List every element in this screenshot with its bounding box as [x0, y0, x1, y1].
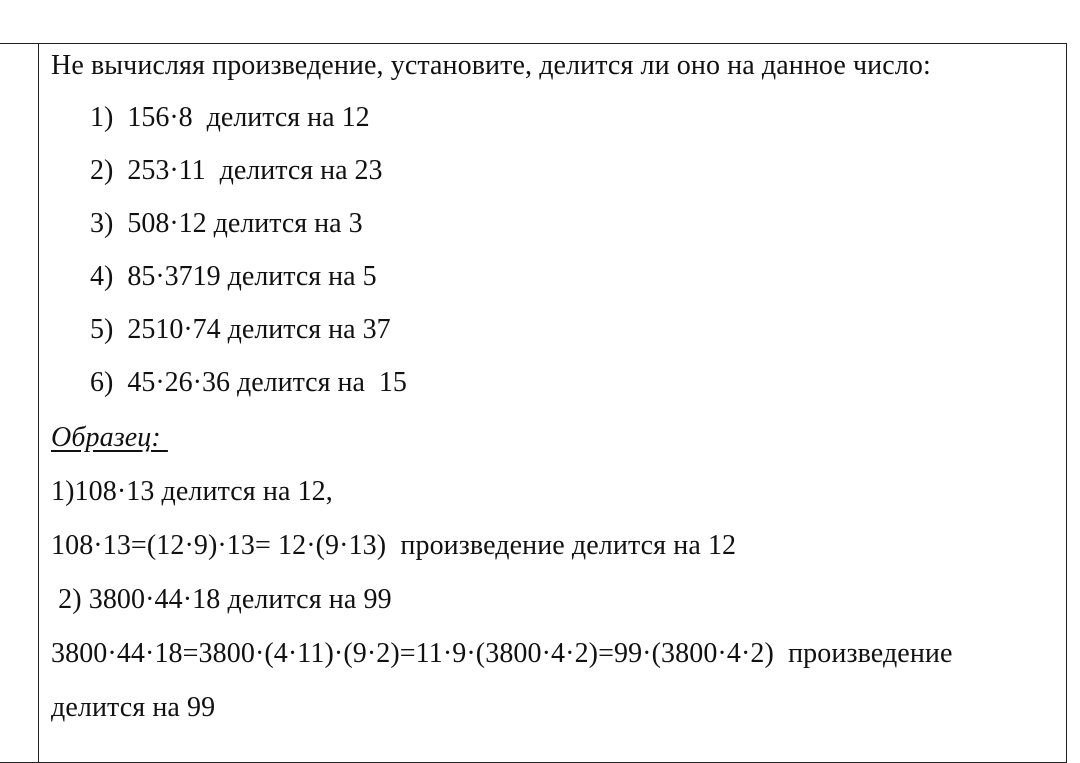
- task-item-4: 4) 85·3719 делится на 5: [90, 261, 377, 292]
- task-item-3: 3) 508·12 делится на 3: [90, 208, 363, 239]
- task-item-5: 5) 2510·74 делится на 37: [90, 314, 391, 345]
- sample-line-5: делится на 99: [51, 692, 216, 723]
- sample-line-1: 1)108·13 делится на 12,: [51, 476, 333, 507]
- sample-heading: Образец:: [51, 422, 168, 453]
- sample-line-4: 3800·44·18=3800·(4·11)·(9·2)=11·9·(3800·4·2)=99·(3800·4·2) произведение: [51, 638, 953, 669]
- task-item-6: 6) 45·26·36 делится на 15: [90, 367, 407, 398]
- table-column-divider: [38, 43, 39, 763]
- task-item-1: 1) 156·8 делится на 12: [90, 102, 370, 133]
- task-item-2: 2) 253·11 делится на 23: [90, 155, 383, 186]
- sample-line-3: 2) 3800·44·18 делится на 99: [51, 584, 392, 615]
- sample-line-2: 108·13=(12·9)·13= 12·(9·13) произведение делится на 12: [51, 530, 737, 561]
- task-instruction: Не вычисляя произведение, установите, делится ли оно на данное число:: [51, 50, 931, 81]
